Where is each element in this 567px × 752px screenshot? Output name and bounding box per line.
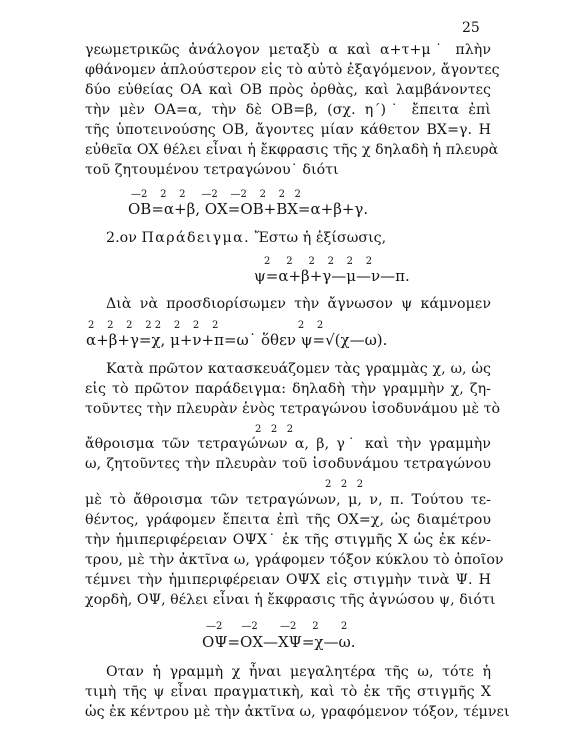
text-line: φθάνομεν ἁπλούστερον εἰς τὸ αὐτὸ ἐξαγόμενον, ἄγοντες — [85, 62, 500, 78]
equation-superscripts: 2 2 2 2 2 2 2 2 2 2 — [88, 320, 324, 331]
text-line: θέντος, γράφομεν ἔπειτα ἐπὶ τῆς ΟΧ=χ, ὡς διαμέτρου — [85, 512, 491, 528]
text-line: τὴν μὲν ΟΑ=α, τὴν δὲ ΟΒ=β, (σχ. η΄)˙ ἔπειτα ἐπὶ — [85, 102, 491, 118]
text-line: χορδὴ, ΟΨ, θέλει εἶναι ἡ ἔκφρασις τῆς ἀγνώσου ψ, διότι — [85, 592, 496, 608]
text-line: τέμνει τὴν ἡμιπεριφέρειαν ΟΨΧ εἰς στιγμὴν τινὰ Ψ. Η — [85, 572, 491, 588]
superscripts: 2 2 2 — [255, 424, 294, 435]
text-line: Κατὰ πρῶτον κατασκευάζομεν τὰς γραμμὰς χ, ω, ὡς — [106, 361, 491, 377]
text-line: γεωμετρικῶς ἀνάλογον μεταξὺ α καὶ α+τ+μ˙ πλὴν — [85, 42, 491, 58]
text-line: τρου, μὲ τὴν ἀκτῖνα ω, γράφομεν τόξον κύκλου τὸ ὁποῖον — [85, 552, 504, 568]
text-line: ἄθροισμα τῶν τετραγώνων α, β, γ˙ καὶ τὴν γραμμὴν — [85, 436, 491, 452]
text-line: τῆς ὑποτεινούσης ΟΒ, ἄγοντες μίαν κάθετον ΒΧ=γ. Η — [85, 122, 491, 138]
page-number: 25 — [462, 20, 480, 36]
text-line: Διὰ νὰ προσδιορίσωμεν τὴν ἄγνωσον ψ κάμνομεν — [106, 296, 491, 312]
text-line: μὲ τὸ ἄθροισμα τῶν τετραγώνων, μ, ν, π. Τούτου τε- — [85, 492, 491, 508]
equation: ΟΒ=α+β, ΟΧ=ΟΒ+ΒΧ=α+β+γ. — [128, 200, 369, 218]
example-title: Παράδειγμα. — [141, 230, 250, 246]
equation-superscripts: —2 2 2 —2 —2 2 2 2 — [131, 189, 301, 200]
text-line: τὴν ἡμιπεριφέρειαν ΟΨΧ˙ ἐκ τῆς στιγμῆς Χ ὡς ἐκ κέν- — [85, 532, 491, 548]
example-heading — [106, 230, 512, 247]
equation: ψ=α+β+γ—μ—ν—π. — [254, 267, 410, 285]
text-line: τοῦ ζητουμένου τετραγώνου˙ διότι — [85, 162, 339, 178]
text-line: εὐθεῖα ΟΧ θέλει εἶναι ἡ ἔκφρασις τῆς χ δηλαδὴ ἡ πλευρὰ — [85, 142, 499, 158]
text-line: ὡς ἐκ κέντρου μὲ τὴν ἀκτῖνα ω, γραφόμενον τόξον, τέμνει — [85, 704, 510, 720]
equation-superscripts: 2 2 2 2 2 2 — [264, 256, 373, 267]
equation: ΟΨ=ΟΧ—ΧΨ=χ—ω. — [202, 633, 356, 651]
superscripts: 2 2 2 — [325, 479, 364, 490]
text-line: εἰς τὸ πρῶτον παράδειγμα: δηλαδὴ τὴν γραμμὴν χ, ζη- — [85, 381, 491, 397]
example-number: 2.ον — [106, 230, 137, 246]
text-line: τοῦντες τὴν πλευρὰν ἑνὸς τετραγώνου ἰσοδυνάμου μὲ τὸ — [85, 401, 501, 417]
text-line: τιμὴ τῆς ψ εἶναι πραγματικὴ, καὶ τὸ ἐκ τῆς στιγμῆς Χ — [85, 684, 491, 700]
example-intro: Ἔστω ἡ ἐξίσωσις, — [254, 230, 387, 246]
equation-superscripts: —2 —2 —2 2 2 — [206, 621, 348, 632]
text-line: Οταν ἡ γραμμὴ χ ἦναι μεγαλητέρα τῆς ω, τότε ἡ — [106, 664, 491, 680]
text-line: δύο εὐθείας ΟΑ καὶ ΟΒ πρὸς ὀρθὰς, καὶ λαμβάνοντες — [85, 82, 491, 98]
equation: α+β+γ=χ, μ+ν+π=ω˙ ὅθεν ψ=√(χ—ω). — [86, 331, 388, 349]
text-line: ω, ζητοῦντες τὴν πλευρὰν τοῦ ἰσοδυνάμου τετραγώνου — [85, 456, 491, 472]
